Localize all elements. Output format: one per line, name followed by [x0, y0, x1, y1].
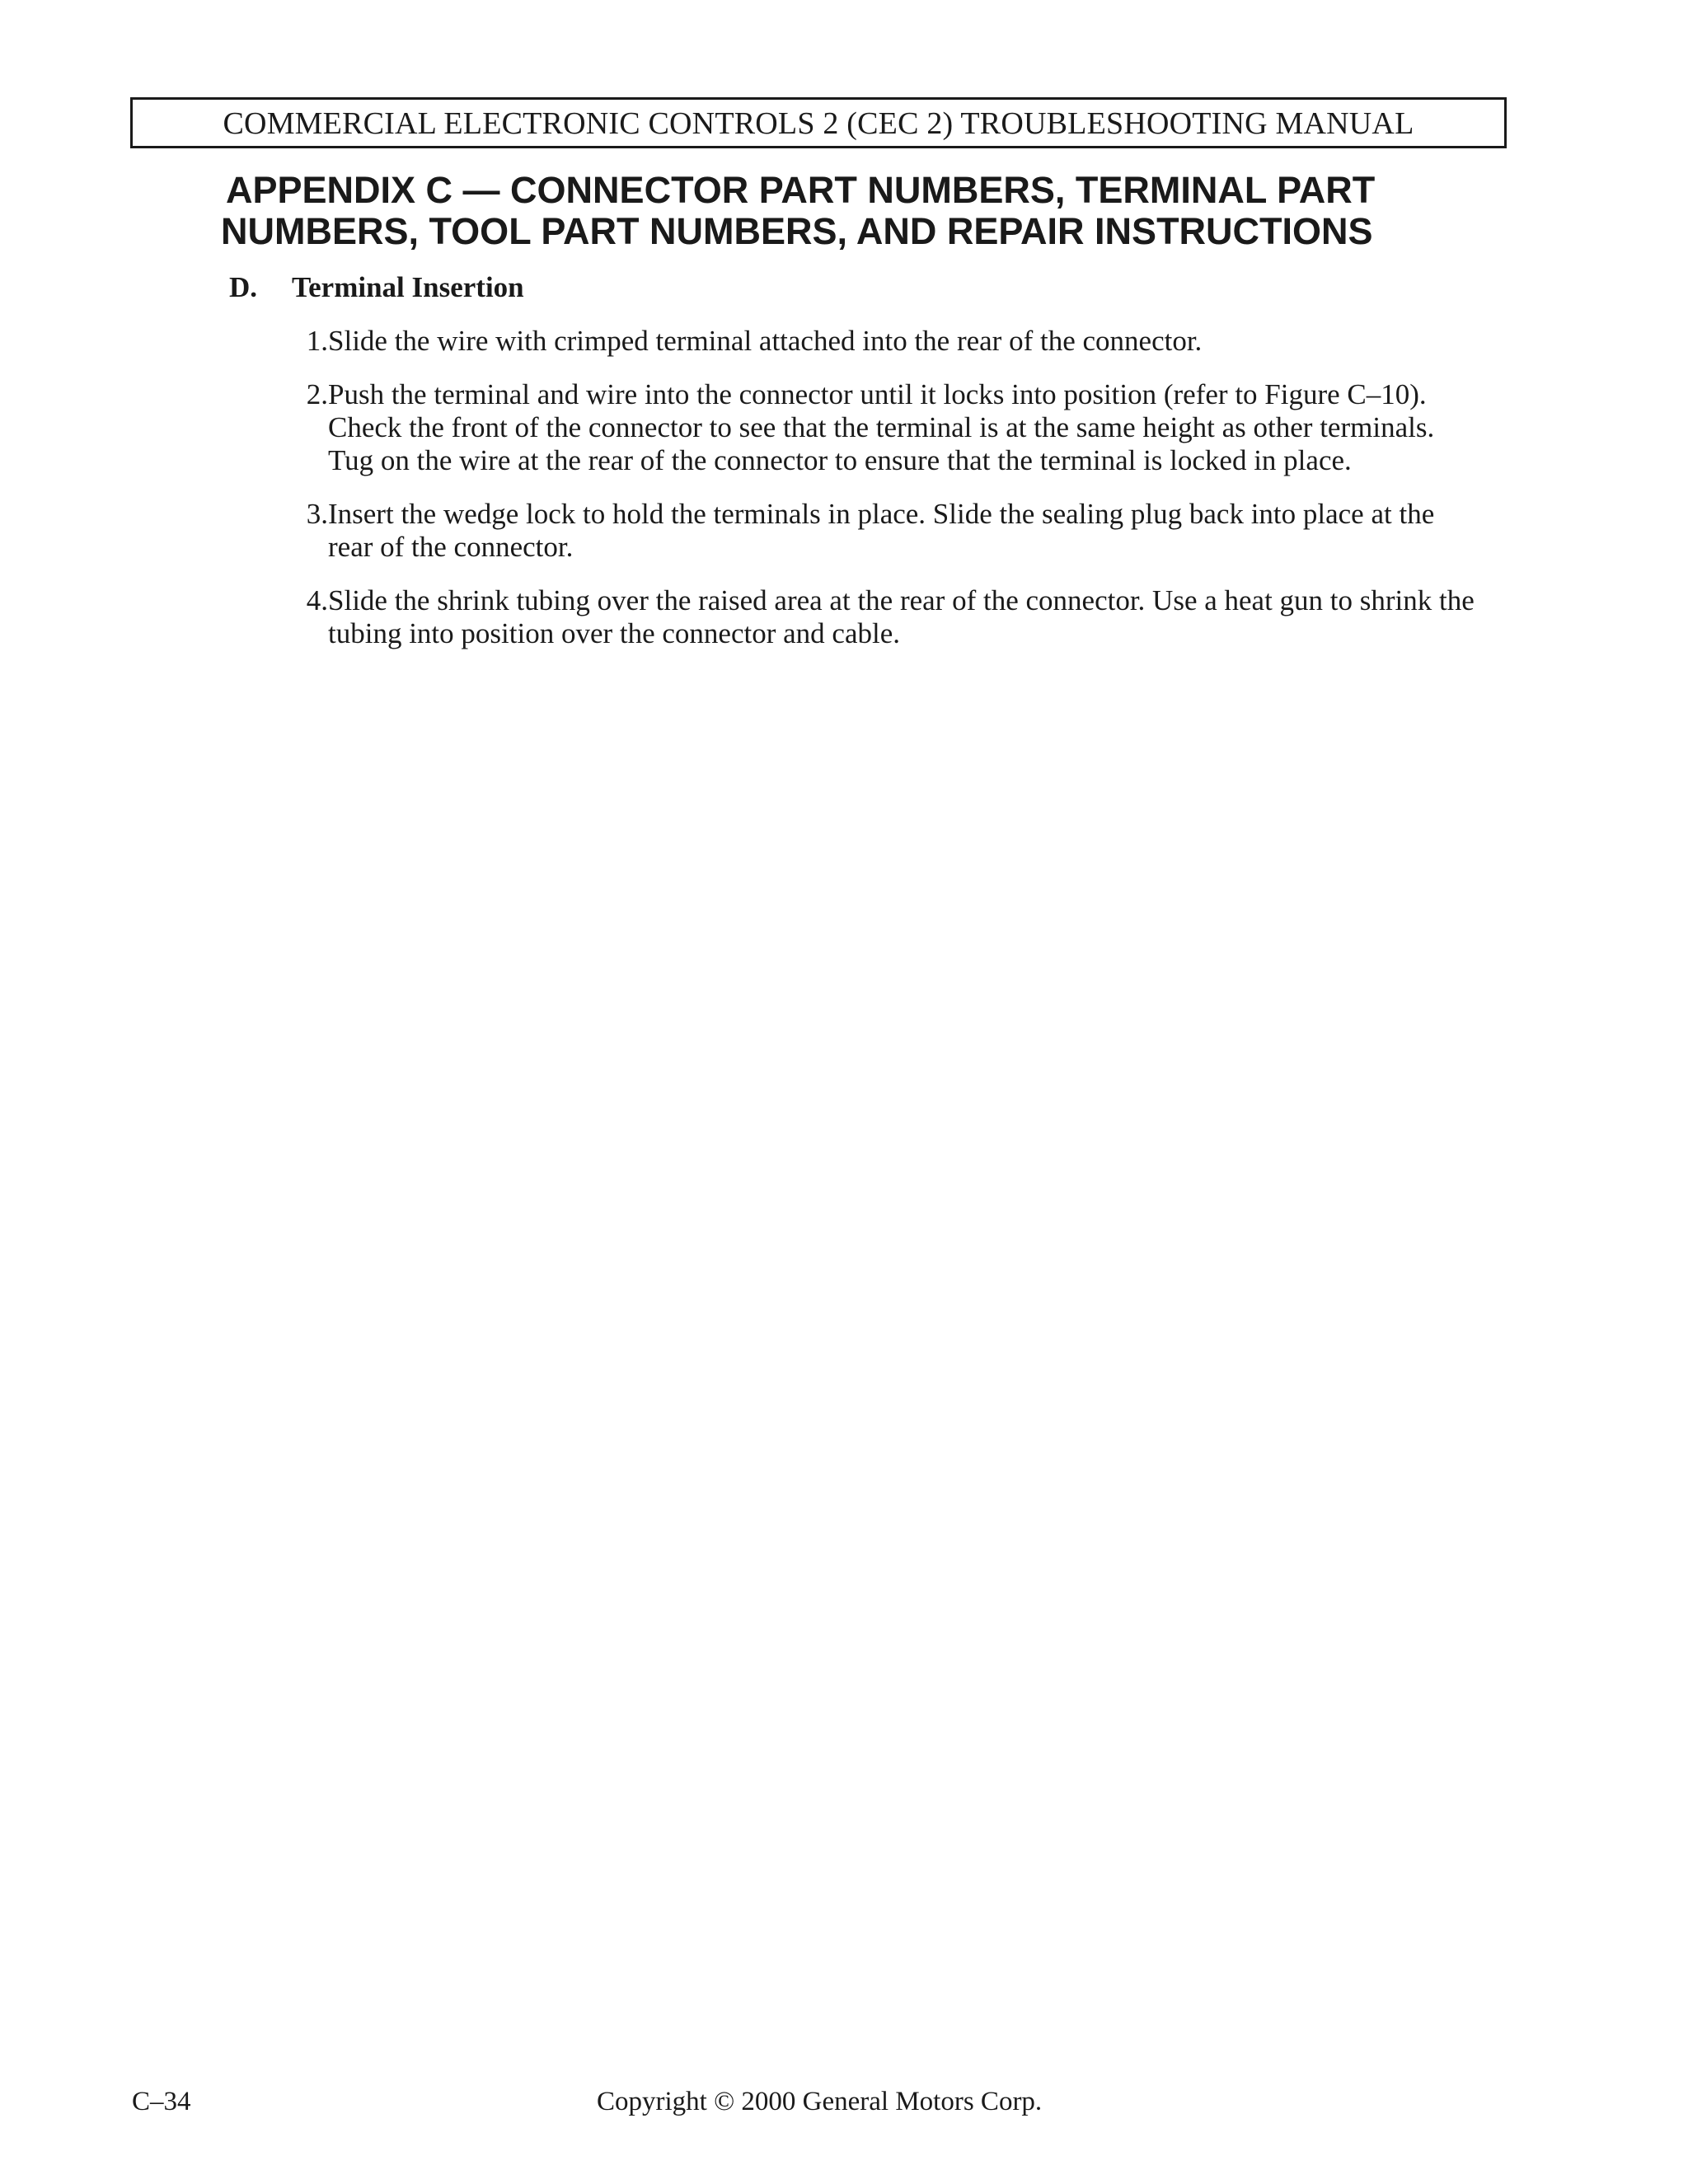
manual-header: [130, 97, 1507, 148]
step-number: 3.: [306, 498, 328, 530]
appendix-title-line-2: NUMBERS, TOOL PART NUMBERS, AND REPAIR INSTRUCTIONS: [221, 210, 1373, 252]
appendix-title-line-1: APPENDIX C — CONNECTOR PART NUMBERS, TERMINAL PART: [226, 169, 1376, 211]
step-text: [328, 498, 1512, 564]
step-text-line: Push the terminal and wire into the connector until it locks into position (refer to Figure C–10).: [328, 378, 1427, 410]
step-text-line: Check the front of the connector to see that the terminal is at the same height as other terminals.: [328, 411, 1435, 443]
step-item-2: [292, 378, 1512, 477]
step-text-line: Slide the shrink tubing over the raised area at the rear of the connector. Use a heat gun to shrink the: [328, 584, 1475, 616]
appendix-title: [221, 170, 1540, 252]
step-text-line: Slide the wire with crimped terminal attached into the rear of the connector.: [328, 325, 1203, 357]
step-text: [328, 378, 1512, 477]
section-heading: [229, 270, 524, 305]
step-text-line: tubing into position over the connector and cable.: [328, 617, 900, 649]
section-title: Terminal Insertion: [292, 271, 524, 303]
step-text-line: rear of the connector.: [328, 531, 574, 563]
section-letter: D.: [229, 271, 258, 303]
step-text: [328, 325, 1512, 358]
step-item-1: [292, 325, 1512, 358]
step-list: [292, 325, 1512, 671]
step-text-line: Insert the wedge lock to hold the terminals in place. Slide the sealing plug back into place at the: [328, 498, 1435, 530]
step-number: 4.: [306, 584, 328, 616]
step-item-3: [292, 498, 1512, 564]
page-number: C–34: [132, 2087, 191, 2116]
copyright-notice: Copyright © 2000 General Motors Corp.: [597, 2087, 1043, 2116]
step-number: 1.: [306, 325, 328, 357]
step-item-4: [292, 584, 1512, 650]
step-text-line: Tug on the wire at the rear of the connector to ensure that the terminal is locked in place.: [328, 444, 1352, 476]
manual-title: COMMERCIAL ELECTRONIC CONTROLS 2 (CEC 2) TROUBLESHOOTING MANUAL: [223, 106, 1414, 141]
step-number: 2.: [306, 378, 328, 410]
step-text: [328, 584, 1512, 650]
